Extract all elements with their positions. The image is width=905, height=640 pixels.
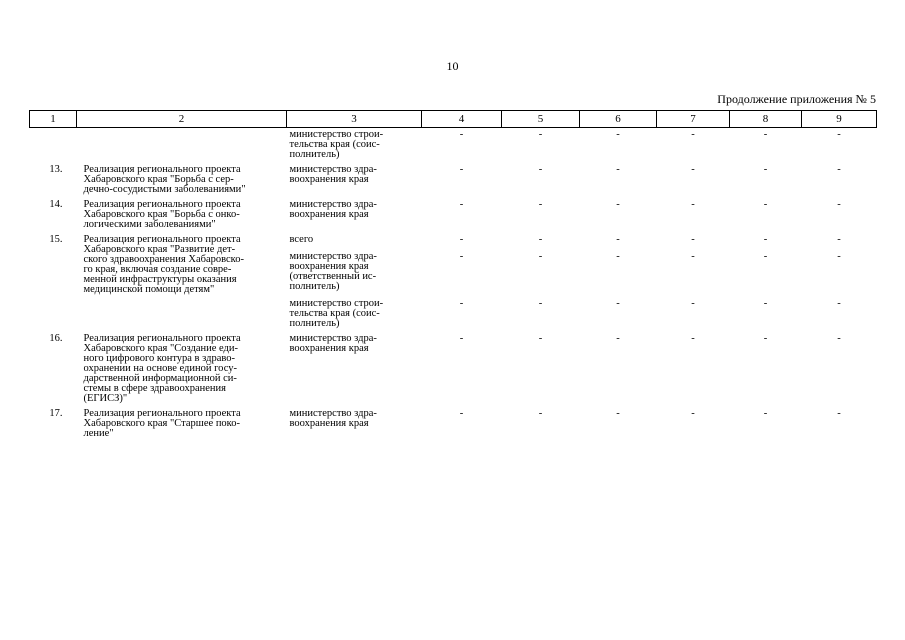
executor-cell: министерство здра- воохранения края <box>289 199 377 220</box>
value-cell: - <box>691 251 695 262</box>
header-row <box>30 111 877 128</box>
value-cell: - <box>459 164 464 175</box>
value-cell: - <box>837 164 841 175</box>
col-header: 9 <box>802 111 877 128</box>
value-cell: - <box>538 298 543 309</box>
executor-cell: министерство строи- тельства края (соис- полнитель) <box>289 129 384 160</box>
value-cell: - <box>538 333 543 344</box>
appendix-table <box>29 110 877 442</box>
value-cell: - <box>691 164 695 175</box>
project-name: Реализация регионального проекта Хабаровского края "Борьба с онко- логическими заболеваниями" <box>83 199 241 230</box>
value-cell: - <box>538 129 543 140</box>
value-cell: - <box>459 298 464 309</box>
value-cell: - <box>691 199 695 210</box>
table-row <box>30 332 877 407</box>
value-cell: - <box>538 199 543 210</box>
value-cell: - <box>837 129 841 140</box>
value-cell: - <box>763 333 768 344</box>
value-cell: - <box>459 251 464 262</box>
page-number: 10 <box>446 59 459 73</box>
value-cell: - <box>837 298 841 309</box>
continuation-label: Продолжение приложения № 5 <box>717 92 876 106</box>
table-row <box>30 198 877 233</box>
table-row <box>30 233 877 248</box>
col-header: 7 <box>657 111 730 128</box>
value-cell: - <box>459 333 464 344</box>
value-cell: - <box>538 251 543 262</box>
executor-cell: министерство здра- воохранения края <box>289 164 377 185</box>
col-header: 6 <box>580 111 657 128</box>
value-cell: - <box>538 408 543 419</box>
value-cell: - <box>763 251 768 262</box>
value-cell: - <box>616 164 620 175</box>
table-row <box>30 128 877 164</box>
col-header: 5 <box>502 111 580 128</box>
row-number: 14. <box>49 199 63 210</box>
row-number: 13. <box>49 164 63 175</box>
project-name: Реализация регионального проекта Хабаровского края "Развитие дет- ского здравоохранения Хабаровско- го края, включая создание совре- менной инфраструктуры оказания медицинской помощи детям" <box>83 234 244 295</box>
value-cell: - <box>616 234 620 245</box>
value-cell: - <box>616 129 620 140</box>
value-cell: - <box>837 333 841 344</box>
executor-cell: министерство строи- тельства края (соис- полнитель) <box>289 298 384 329</box>
value-cell: - <box>459 234 464 245</box>
project-name: Реализация регионального проекта Хабаровского края "Борьба с сер- дечно-сосудистыми заболеваниями" <box>83 164 246 195</box>
row-number <box>30 128 77 164</box>
executor-cell: всего <box>289 234 314 245</box>
project-name <box>77 128 287 164</box>
col-header: 8 <box>730 111 802 128</box>
value-cell: - <box>616 408 620 419</box>
value-cell: - <box>691 129 695 140</box>
value-cell: - <box>459 129 464 140</box>
value-cell: - <box>691 408 695 419</box>
value-cell: - <box>538 164 543 175</box>
col-header: 1 <box>30 111 77 128</box>
row-number: 15. <box>49 234 63 245</box>
value-cell: - <box>691 333 695 344</box>
col-header: 2 <box>77 111 287 128</box>
value-cell: - <box>837 199 841 210</box>
project-name: Реализация регионального проекта Хабаровского края "Создание еди- ного цифрового контура в здраво- охранении на основе единой госу- дарственной информационной си- стемы в сфере здравоохранения (ЕГИСЗ)" <box>83 333 241 404</box>
value-cell: - <box>616 199 620 210</box>
row-number: 17. <box>49 408 63 419</box>
row-number: 16. <box>49 333 63 344</box>
value-cell: - <box>616 333 620 344</box>
value-cell: - <box>616 298 620 309</box>
value-cell: - <box>763 129 768 140</box>
executor-cell: министерство здра- воохранения края (ответственный ис- полнитель) <box>289 251 377 292</box>
value-cell: - <box>763 164 768 175</box>
table-body <box>30 128 877 443</box>
value-cell: - <box>763 234 768 245</box>
value-cell: - <box>459 408 464 419</box>
value-cell: - <box>459 199 464 210</box>
value-cell: - <box>616 251 620 262</box>
value-cell: - <box>691 234 695 245</box>
value-cell: - <box>837 234 841 245</box>
value-cell: - <box>837 251 841 262</box>
value-cell: - <box>837 408 841 419</box>
table-row <box>30 407 877 442</box>
col-header: 3 <box>287 111 422 128</box>
project-name: Реализация регионального проекта Хабаровского края "Старшее поко- ление" <box>83 408 241 439</box>
executor-cell: министерство здра- воохранения края <box>289 408 377 429</box>
value-cell: - <box>763 408 768 419</box>
value-cell: - <box>763 199 768 210</box>
value-cell: - <box>691 298 695 309</box>
value-cell: - <box>538 234 543 245</box>
table-row <box>30 163 877 198</box>
col-header: 4 <box>422 111 502 128</box>
executor-cell: министерство здра- воохранения края <box>289 333 377 354</box>
value-cell: - <box>763 298 768 309</box>
